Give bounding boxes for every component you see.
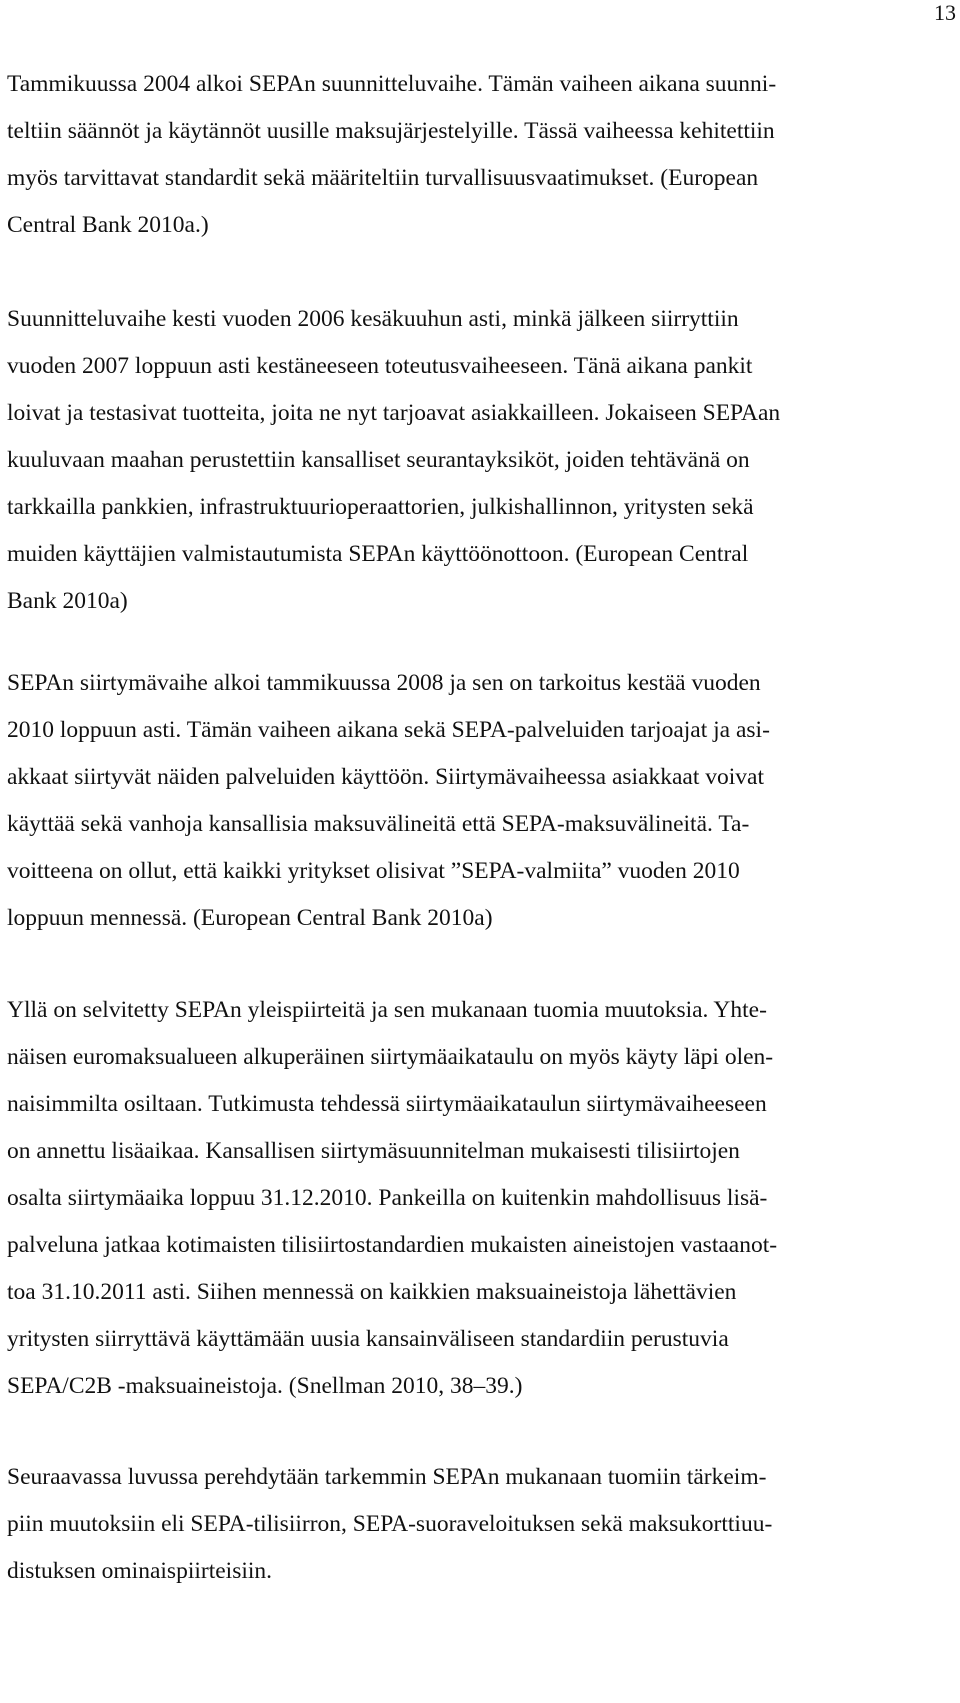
text-line: vuoden 2007 loppuun asti kestäneeseen toteutusvaiheeseen. Tänä aikana pankit <box>7 353 753 379</box>
text-line: SEPA/C2B -maksuaineistoja. (Snellman 2010, 38–39.) <box>7 1373 523 1399</box>
text-line: loppuun mennessä. (European Central Bank 2010a) <box>7 905 493 931</box>
text-line: tarkkailla pankkien, infrastruktuurioperaattorien, julkishallinnon, yritysten sekä <box>7 494 754 520</box>
text-line: akkaat siirtyvät näiden palveluiden käyttöön. Siirtymävaiheessa asiakkaat voivat <box>7 764 764 790</box>
text-line: naisimmilta osiltaan. Tutkimusta tehdessä siirtymäaikataulun siirtymävaiheeseen <box>7 1091 767 1117</box>
text-line: toa 31.10.2011 asti. Siihen mennessä on kaikkien maksuaineistoja lähettävien <box>7 1279 737 1305</box>
text-line: käyttää sekä vanhoja kansallisia maksuvälineitä että SEPA-maksuvälineitä. Ta- <box>7 811 750 837</box>
text-line: Yllä on selvitetty SEPAn yleispiirteitä ja sen mukanaan tuomia muutoksia. Yhte- <box>7 997 767 1023</box>
text-line: 2010 loppuun asti. Tämän vaiheen aikana sekä SEPA-palveluiden tarjoajat ja asi- <box>7 717 770 743</box>
text-line: osalta siirtymäaika loppuu 31.12.2010. Pankeilla on kuitenkin mahdollisuus lisä- <box>7 1185 768 1211</box>
text-line: Seuraavassa luvussa perehdytään tarkemmin SEPAn mukanaan tuomiin tärkeim- <box>7 1464 767 1490</box>
text-line: voitteena on ollut, että kaikki yritykset olisivat ”SEPA-valmiita” vuoden 2010 <box>7 858 740 884</box>
text-line: palveluna jatkaa kotimaisten tilisiirtostandardien mukaisten aineistojen vastaanot- <box>7 1232 778 1258</box>
text-line: distuksen ominaispiirteisiin. <box>7 1558 273 1584</box>
text-line: näisen euromaksualueen alkuperäinen siirtymäaikataulu on myös käyty läpi olen- <box>7 1044 774 1070</box>
text-line: loivat ja testasivat tuotteita, joita ne nyt tarjoavat asiakkailleen. Jokaiseen SEPAan <box>7 400 781 426</box>
text-line: kuuluvaan maahan perustettiin kansalliset seurantayksiköt, joiden tehtävänä on <box>7 447 750 473</box>
text-line: on annettu lisäaikaa. Kansallisen siirtymäsuunnitelman mukaisesti tilisiirtojen <box>7 1138 740 1164</box>
text-line: myös tarvittavat standardit sekä määriteltiin turvallisuusvaatimukset. (European <box>7 165 759 191</box>
text-line: Tammikuussa 2004 alkoi SEPAn suunnitteluvaihe. Tämän vaiheen aikana suunni- <box>7 71 777 97</box>
text-line: Central Bank 2010a.) <box>7 212 209 238</box>
text-line: SEPAn siirtymävaihe alkoi tammikuussa 2008 ja sen on tarkoitus kestää vuoden <box>7 670 761 696</box>
page-number: 13 <box>934 0 956 25</box>
text-line: piin muutoksiin eli SEPA-tilisiirron, SEPA-suoraveloituksen sekä maksukorttiuu- <box>7 1511 773 1537</box>
text-line: muiden käyttäjien valmistautumista SEPAn käyttöönottoon. (European Central <box>7 541 749 567</box>
text-line: Suunnitteluvaihe kesti vuoden 2006 kesäkuuhun asti, minkä jälkeen siirryttiin <box>7 306 739 332</box>
text-line: Bank 2010a) <box>7 588 128 614</box>
text-line: yritysten siirryttävä käyttämään uusia kansainväliseen standardiin perustuvia <box>7 1326 729 1352</box>
text-line: teltiin säännöt ja käytännöt uusille maksujärjestelyille. Tässä vaiheessa kehitettiin <box>7 118 775 144</box>
